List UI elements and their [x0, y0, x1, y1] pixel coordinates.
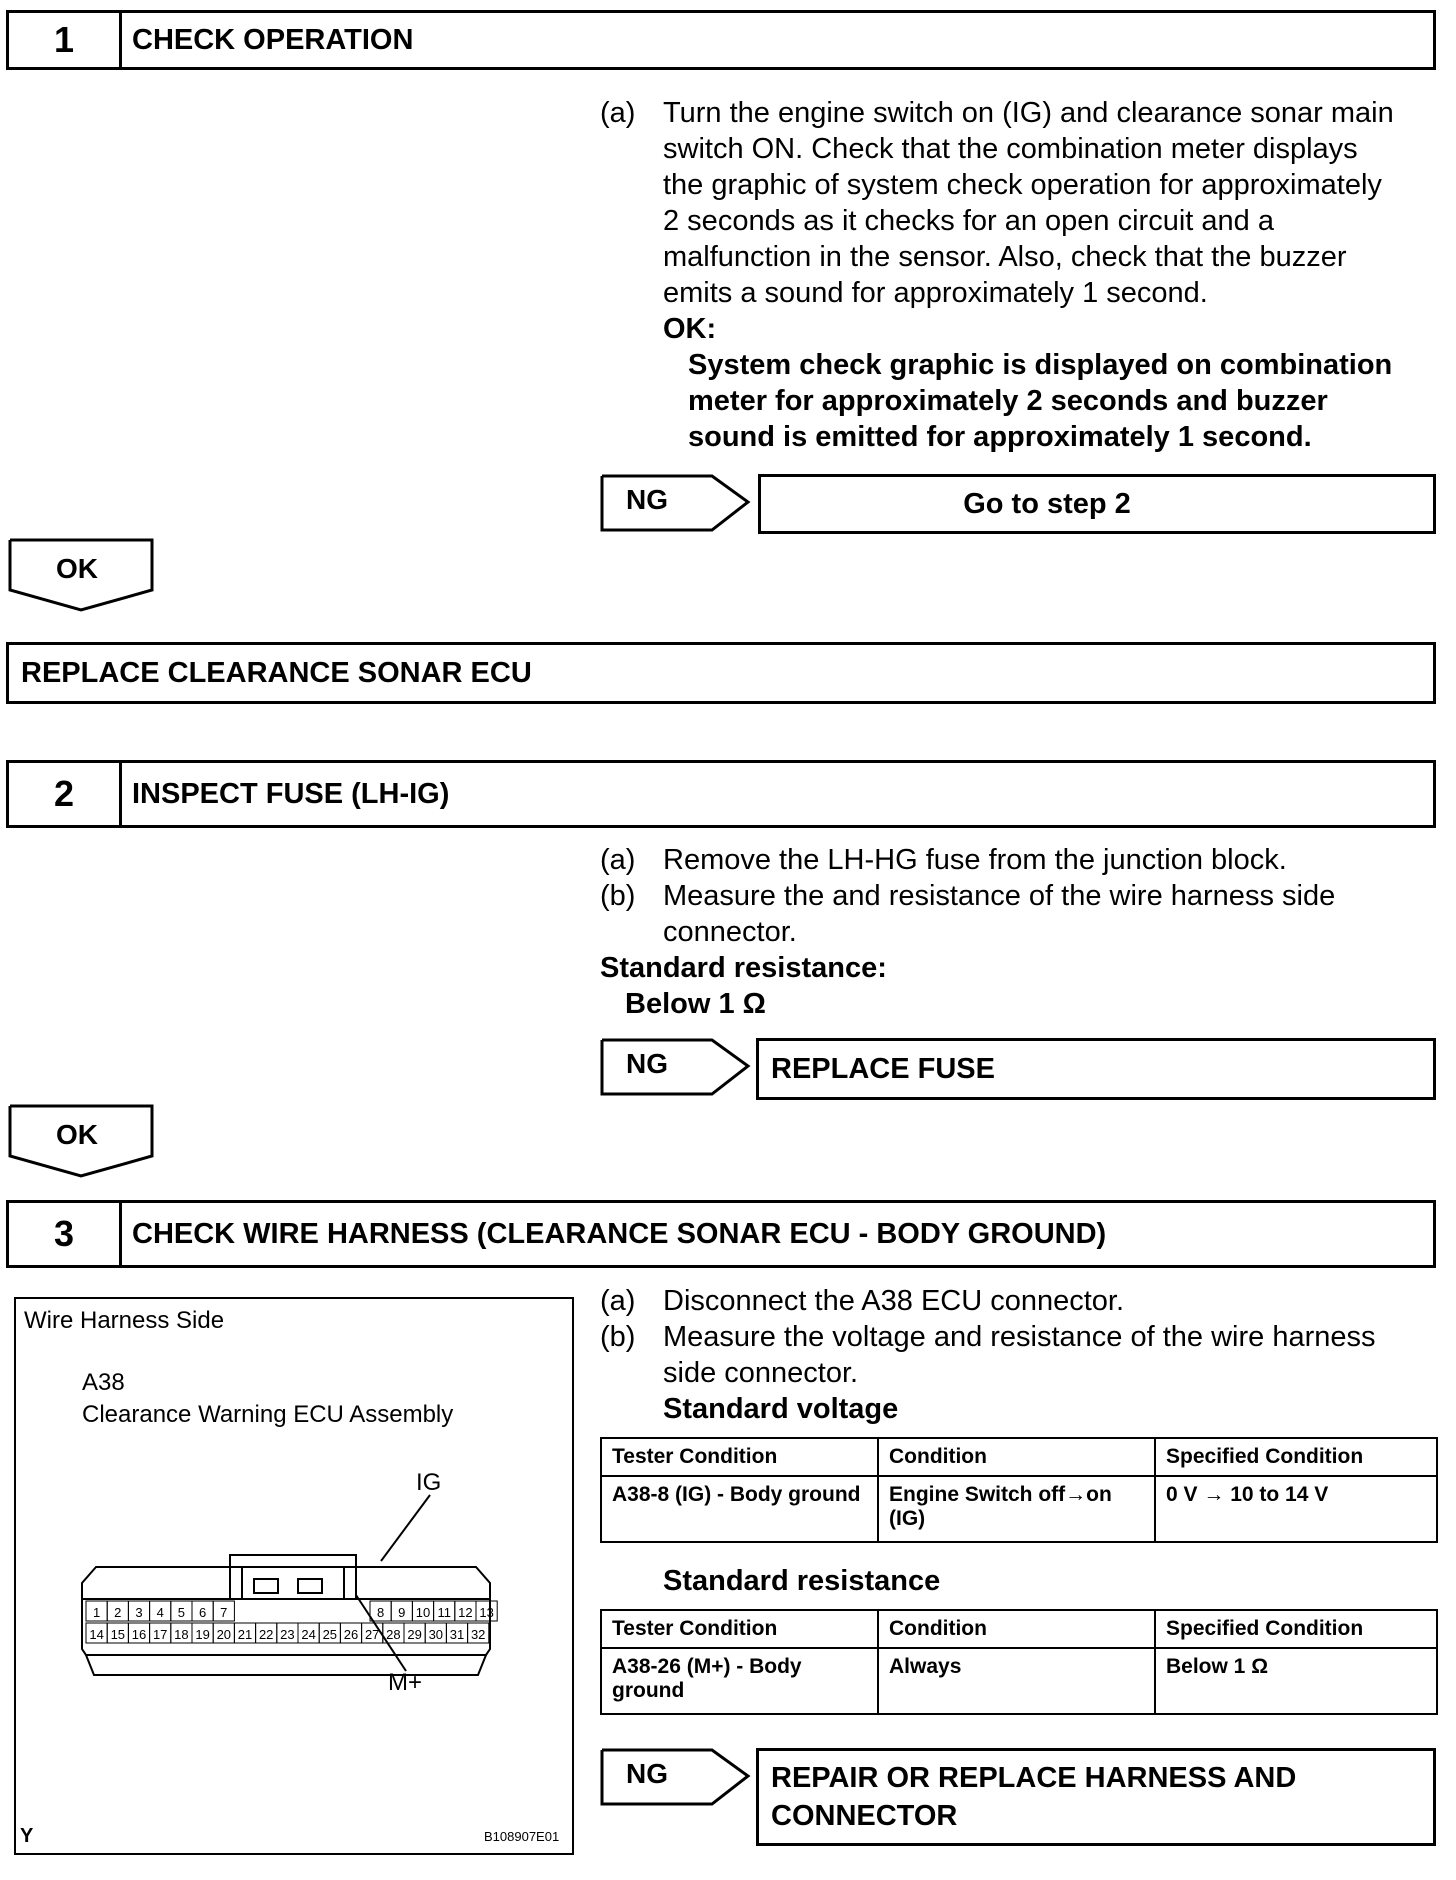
- instruction-line: the graphic of system check operation for approximately: [663, 169, 1382, 201]
- ng-result-text: Go to step 2: [963, 487, 1131, 520]
- pin-number: 8: [376, 1605, 385, 1620]
- table-cell: A38-26 (M+) - Body ground: [601, 1648, 878, 1714]
- step-3-header: [6, 1200, 1436, 1268]
- voltage-table: [600, 1437, 1438, 1543]
- table-cell: Below 1 Ω: [1155, 1648, 1437, 1714]
- connector-figure: [14, 1297, 574, 1855]
- pin-number: 6: [198, 1605, 207, 1620]
- pin-number: 13: [479, 1605, 494, 1620]
- connector-drawing: [16, 1299, 572, 1853]
- step-title: CHECK WIRE HARNESS (CLEARANCE SONAR ECU - BODY GROUND): [132, 1217, 1107, 1250]
- ig-leader-line: [381, 1495, 430, 1561]
- step-1-header: [6, 10, 1436, 70]
- instruction-line: Disconnect the A38 ECU connector.: [663, 1285, 1125, 1317]
- item-label: (b): [600, 880, 636, 912]
- ng-arrow-tag: [600, 474, 752, 534]
- table-cell: A38-8 (IG) - Body ground: [601, 1476, 878, 1542]
- pin-number: 23: [280, 1627, 295, 1642]
- instruction-line: malfunction in the sensor. Also, check that the buzzer: [663, 241, 1347, 273]
- pin-number: 21: [237, 1627, 253, 1642]
- table-header-row: [601, 1438, 1437, 1476]
- pin-number: 2: [114, 1605, 122, 1620]
- pin-number: 25: [322, 1627, 338, 1642]
- step-2-instruction-a: [600, 842, 1440, 878]
- instruction-line: side connector.: [663, 1357, 859, 1389]
- column-header: Specified Condition: [1155, 1610, 1437, 1648]
- ok-result-text: REPLACE CLEARANCE SONAR ECU: [21, 656, 532, 689]
- ok-label: OK: [56, 553, 98, 584]
- step-2-header: [6, 760, 1436, 828]
- pin-number: 15: [110, 1627, 126, 1642]
- instruction-line: Turn the engine switch on (IG) and clearance sonar main: [663, 97, 1394, 129]
- pin-number: 11: [437, 1605, 451, 1620]
- column-header: Condition: [878, 1610, 1155, 1648]
- pin-number: 22: [258, 1627, 274, 1642]
- pin-number: 3: [135, 1605, 143, 1620]
- ng-result-box: [758, 474, 1436, 534]
- ng-result-text: REPLACE FUSE: [771, 1052, 995, 1085]
- figure-corner-left: Y: [20, 1825, 34, 1847]
- table-row: [601, 1648, 1437, 1714]
- voltage-heading: Standard voltage: [663, 1393, 899, 1425]
- pin-number: 16: [131, 1627, 147, 1642]
- resistance-heading: Standard resistance: [663, 1565, 941, 1597]
- ng-result-line: REPAIR OR REPLACE HARNESS AND: [771, 1762, 1297, 1794]
- pin-number: 9: [398, 1605, 406, 1620]
- item-label: (a): [600, 844, 636, 876]
- instruction-line: switch ON. Check that the combination meter displays: [663, 133, 1358, 165]
- pin-number: 4: [156, 1605, 164, 1620]
- pin-number: 18: [174, 1627, 189, 1642]
- pin-number: 26: [343, 1627, 359, 1642]
- instruction-line: Measure the voltage and resistance of the wire harness: [663, 1321, 1376, 1353]
- table-header-row: [601, 1610, 1437, 1648]
- pin-number: 12: [458, 1605, 473, 1620]
- pin-number: 7: [220, 1605, 228, 1620]
- pin-number: 31: [449, 1627, 465, 1642]
- pin-number: 10: [415, 1605, 431, 1620]
- ig-callout: IG: [416, 1469, 442, 1496]
- pin-number: 32: [470, 1627, 486, 1642]
- pin-number: 27: [364, 1627, 380, 1642]
- pin-number: 17: [152, 1627, 168, 1642]
- step-title: INSPECT FUSE (LH-IG): [132, 777, 450, 810]
- pin-number: 30: [428, 1627, 444, 1642]
- connector-name: Clearance Warning ECU Assembly: [82, 1401, 454, 1428]
- table-cell: 0 V → 10 to 14 V: [1155, 1476, 1437, 1542]
- pin-number: 1: [92, 1605, 101, 1620]
- connector-id: A38: [82, 1369, 125, 1396]
- instruction-line: 2 seconds as it checks for an open circuit and a: [663, 205, 1274, 237]
- ng-result-box: [756, 1038, 1436, 1100]
- ng-label: NG: [626, 1048, 668, 1079]
- step-3-instruction-b: [600, 1319, 1440, 1391]
- step-number: 2: [9, 763, 122, 825]
- table-cell: Engine Switch off→on (IG): [878, 1476, 1155, 1542]
- step-1-instruction-a: [600, 95, 1440, 455]
- step-number: 1: [9, 13, 122, 67]
- figure-title: Wire Harness Side: [24, 1307, 225, 1334]
- ng-label: NG: [626, 484, 668, 515]
- instruction-line: Remove the LH-HG fuse from the junction block.: [663, 844, 1287, 876]
- pin-number: 19: [195, 1627, 210, 1642]
- ok-result-box: [6, 642, 1436, 704]
- resistance-table: [600, 1609, 1438, 1715]
- step-2-instruction-b: [600, 878, 1440, 950]
- ok-label: OK: [56, 1119, 98, 1150]
- item-label: (b): [600, 1321, 636, 1353]
- item-label: (a): [600, 1285, 636, 1317]
- ok-heading: OK:: [663, 313, 717, 345]
- figure-code: B108907E01: [484, 1829, 560, 1844]
- table-row: [601, 1476, 1437, 1542]
- ok-criteria-line: sound is emitted for approximately 1 second.: [688, 421, 1312, 453]
- ng-arrow-tag: [600, 1748, 752, 1808]
- step-3-instruction-a: [600, 1283, 1440, 1319]
- column-header: Specified Condition: [1155, 1438, 1437, 1476]
- column-header: Condition: [878, 1438, 1155, 1476]
- m-plus-callout: M+: [388, 1669, 423, 1696]
- pin-number: 14: [89, 1627, 104, 1642]
- instruction-line: Measure the and resistance of the wire harness side: [663, 880, 1336, 912]
- standard-value: Below 1 Ω: [625, 988, 766, 1020]
- ok-criteria-line: meter for approximately 2 seconds and buzzer: [688, 385, 1328, 417]
- ng-result-box: [756, 1748, 1436, 1846]
- column-header: Tester Condition: [601, 1610, 878, 1648]
- ng-result-line: CONNECTOR: [771, 1800, 958, 1832]
- instruction-line: emits a sound for approximately 1 second.: [663, 277, 1208, 309]
- ng-label: NG: [626, 1758, 668, 1789]
- pin-number: 24: [301, 1627, 316, 1642]
- ok-criteria-line: System check graphic is displayed on combination: [688, 349, 1393, 381]
- instruction-line: connector.: [663, 916, 797, 948]
- column-header: Tester Condition: [601, 1438, 878, 1476]
- step-title: CHECK OPERATION: [132, 23, 414, 56]
- standard-heading: Standard resistance:: [600, 952, 887, 984]
- pin-number: 28: [386, 1627, 401, 1642]
- item-label: (a): [600, 97, 636, 129]
- ng-arrow-tag: [600, 1038, 752, 1098]
- pin-number: 5: [177, 1605, 186, 1620]
- pin-number: 29: [407, 1627, 422, 1642]
- pin-number: 20: [216, 1627, 232, 1642]
- step-number: 3: [9, 1203, 122, 1265]
- table-cell: Always: [878, 1648, 1155, 1714]
